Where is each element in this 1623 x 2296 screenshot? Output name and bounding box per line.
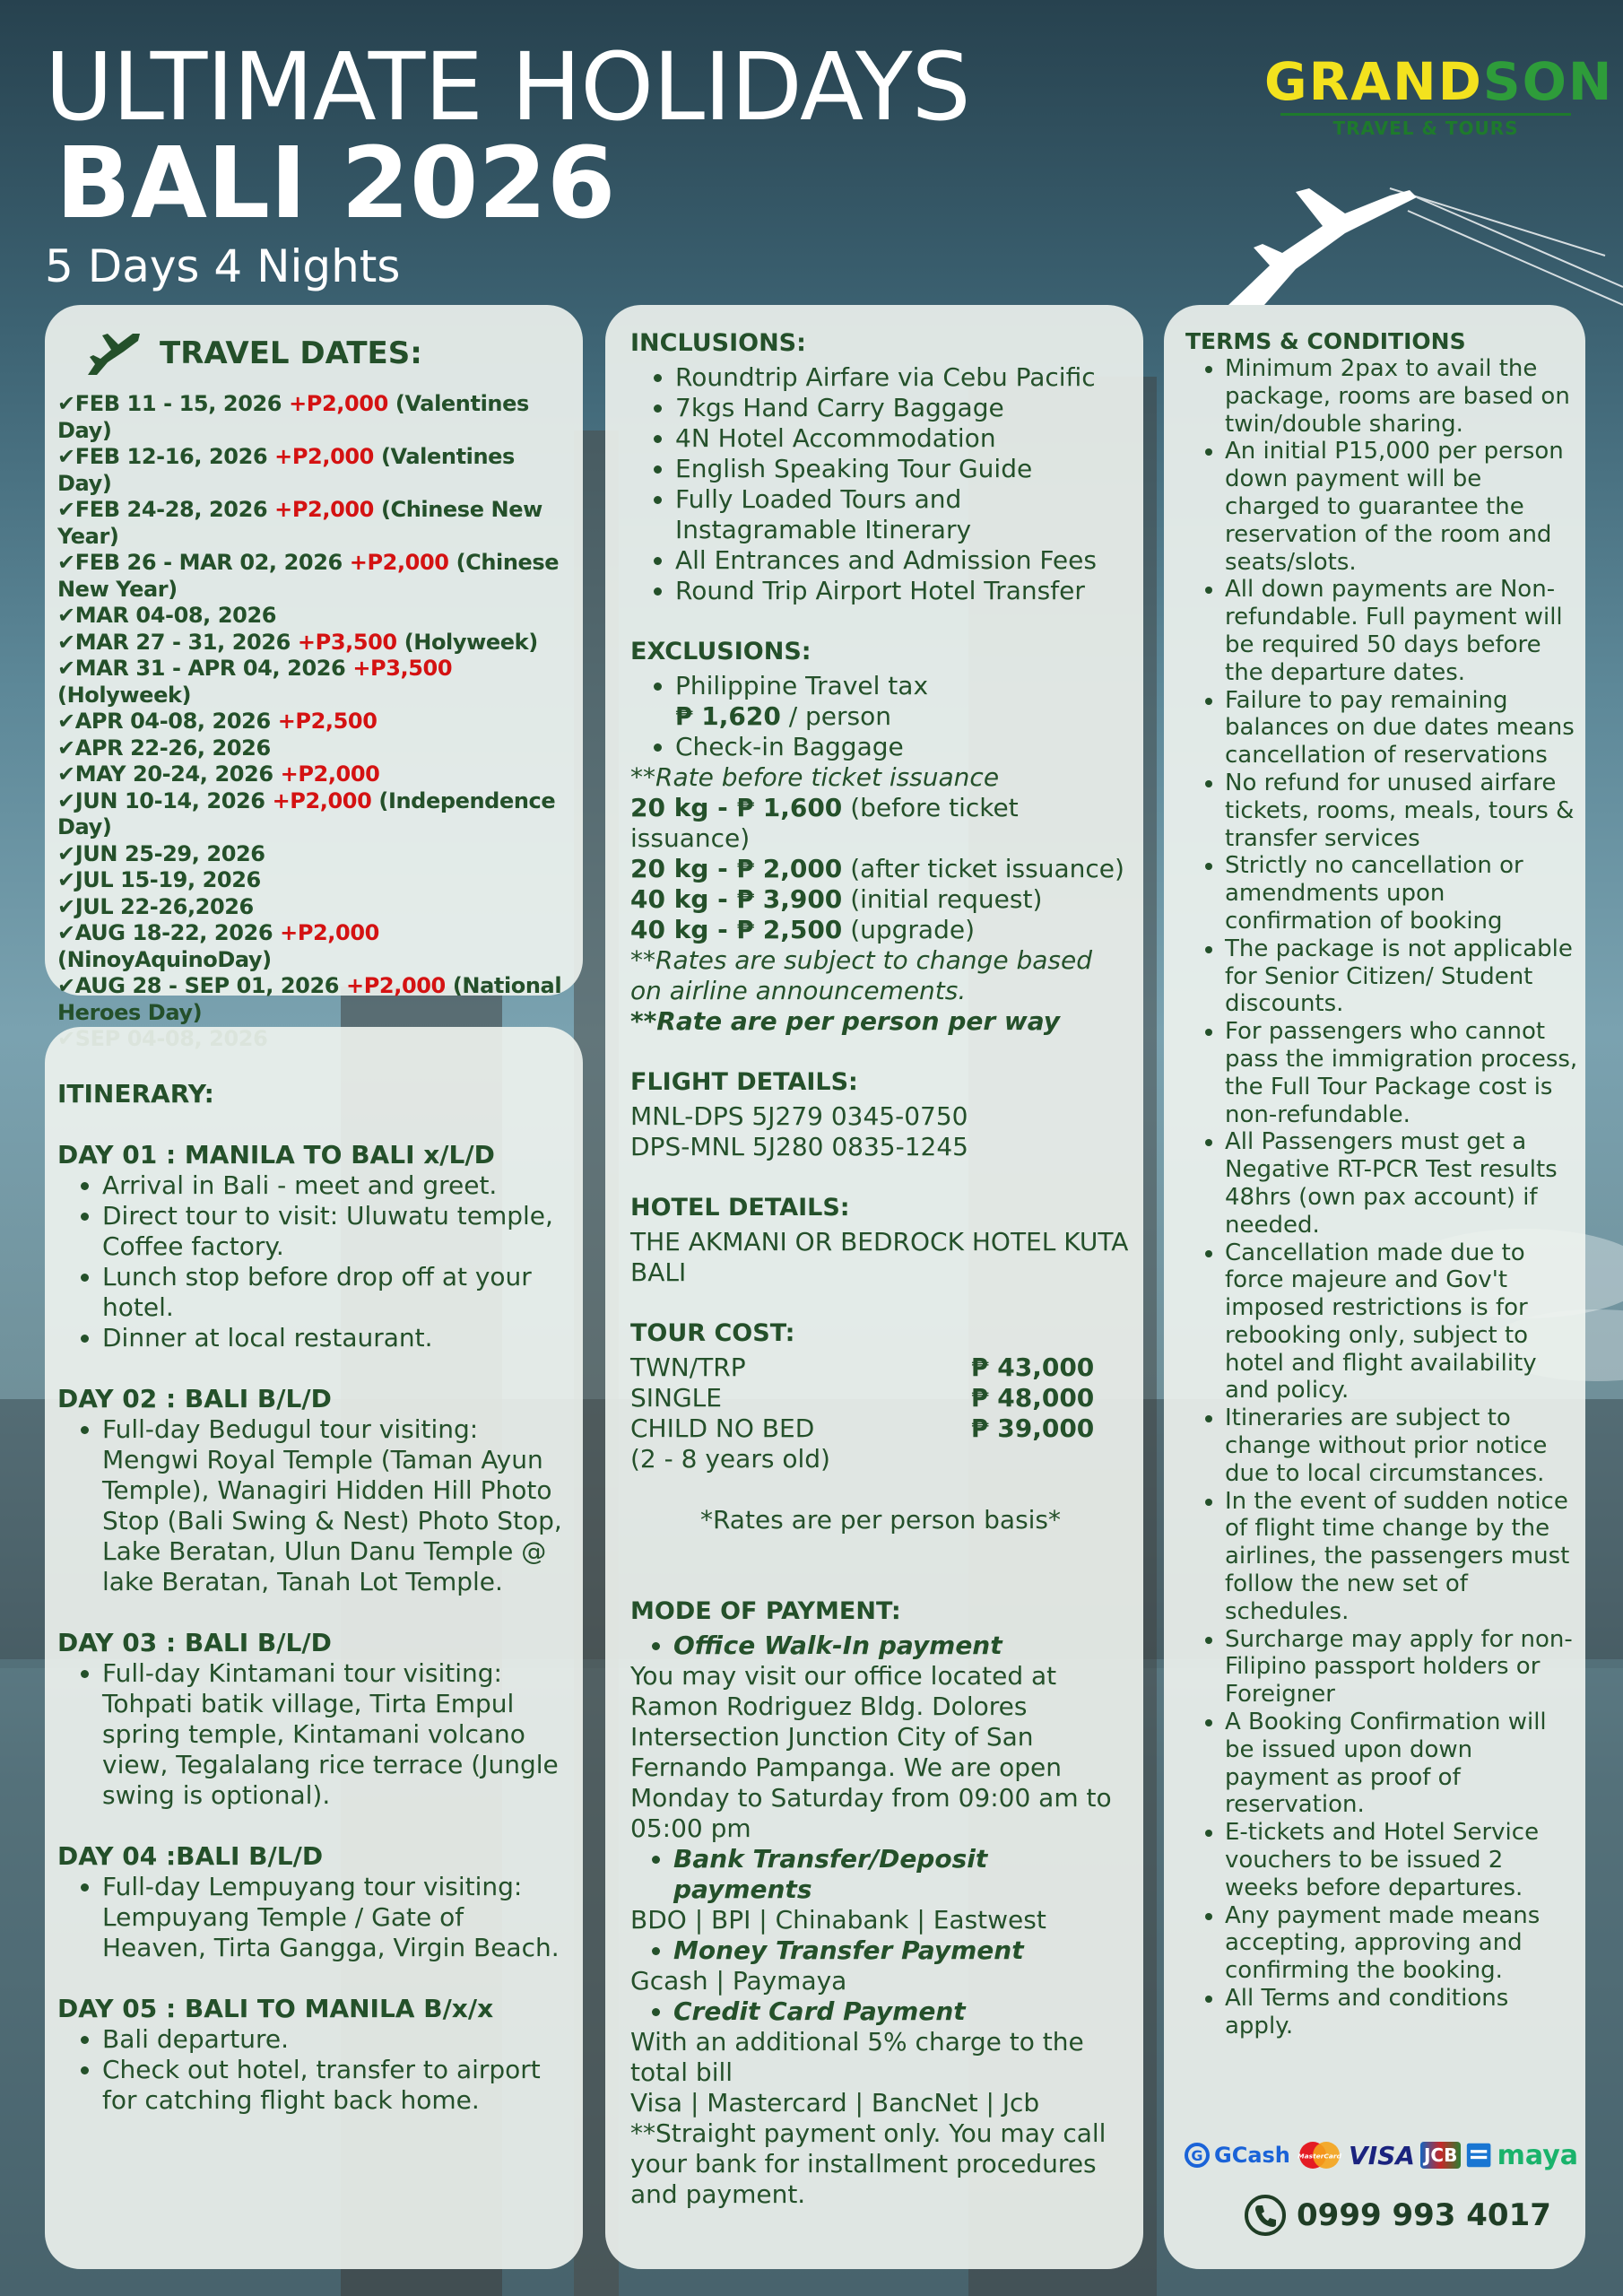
payment-card-text: With an additional 5% charge to the total bill: [630, 2027, 1084, 2087]
day-activity: • Full-day Kintamani tour visiting: Tohpati batik village, Tirta Empul spring temple, Kintamani volcano view, Tegalalang rice terrace (Jungle swing is optional).: [102, 1658, 570, 1811]
check-icon: ✔: [57, 550, 75, 575]
check-icon: ✔: [57, 735, 75, 761]
term-item: • E-tickets and Hotel Service vouchers to be issued 2 weeks before departures.: [1225, 1819, 1578, 1901]
travel-date: FEB 11 - 15, 2026: [74, 391, 282, 416]
check-icon: ✔: [57, 761, 75, 787]
tax-label: Philippine Travel tax: [675, 671, 929, 700]
inclusions-heading: INCLUSIONS:: [630, 329, 806, 357]
date-holiday: (Holyweek): [404, 629, 538, 655]
term-item: • Itineraries are subject to change without prior notice due to local circumstances.: [1225, 1405, 1578, 1487]
payment-card-list: Visa | Mastercard | BancNet | Jcb: [630, 2088, 1040, 2118]
term-item: • A Booking Confirmation will be issued upon down payment as proof of reservation.: [1225, 1709, 1578, 1819]
travel-dates-heading: TRAVEL DATES:: [160, 335, 422, 371]
date-surcharge: +P2,000: [280, 920, 379, 945]
day-activity: • Arrival in Bali - meet and greet.: [102, 1170, 570, 1201]
date-surcharge: +P2,500: [277, 709, 378, 734]
term-item: • For passengers who cannot pass the immigration process, the Full Tour Package cost is non-refundable.: [1225, 1018, 1578, 1128]
gcash-logo: G GCash: [1184, 2142, 1290, 2169]
date-holiday: (Holyweek): [57, 682, 192, 708]
payment-walkin-text: You may visit our office located at Ramon Rodriguez Bldg. Dolores Intersection Junction City of San Fernando Pampanga. We are open Monday to Saturday from 09:00 am to 05:00 pm: [630, 1661, 1112, 1843]
day-activity: • Lunch stop before drop off at your hotel.: [102, 1262, 570, 1323]
travel-dates-panel: [45, 305, 583, 1025]
jcb-logo: JCB: [1420, 2142, 1461, 2169]
inclusion-item: • Roundtrip Airfare via Cebu Pacific: [675, 362, 1131, 393]
travel-date: APR 22-26, 2026: [74, 735, 271, 761]
itinerary-heading: ITINERARY:: [57, 1079, 214, 1109]
mastercard-icon: [1296, 2137, 1343, 2173]
travel-date: MAR 04-08, 2026: [74, 603, 277, 628]
cost-row: [630, 1352, 1131, 1383]
exclusion-item: [675, 671, 1131, 732]
date-surcharge: +P3,500: [297, 629, 397, 655]
check-icon: ✔: [57, 893, 75, 919]
travel-date: JUN 25-29, 2026: [74, 840, 265, 866]
tour-cost-table: [630, 1352, 1131, 1444]
travel-date: AUG 18-22, 2026: [74, 920, 273, 945]
exclusion-item: • Check-in Baggage: [675, 732, 1131, 762]
terms-list: [1185, 355, 1578, 2040]
check-icon: ✔: [57, 920, 75, 945]
contact-phone: [1243, 2193, 1551, 2238]
travel-date: MAR 27 - 31, 2026: [74, 629, 291, 655]
airplane-icon: [1211, 170, 1623, 323]
travel-date-row: [57, 630, 570, 657]
cost-price: ₱ 48,000: [971, 1383, 1095, 1413]
logo-name-part2: SON: [1482, 51, 1614, 112]
phone-icon: [1243, 2193, 1288, 2238]
check-icon: ✔: [57, 709, 75, 734]
phone-number: 0999 993 4017: [1297, 2197, 1551, 2233]
travel-date-row: [57, 497, 570, 550]
payment-card-note: **Straight payment only. You may call your bank for installment procedures and payment.: [630, 2118, 1107, 2209]
date-holiday: (Chinese New Year): [57, 550, 560, 602]
mastercard-label: MasterCard: [1298, 2152, 1341, 2161]
day-activities: [57, 1658, 570, 1811]
baggage-desc: (upgrade): [842, 915, 976, 944]
term-item: • Minimum 2pax to avail the package, rooms are based on twin/double sharing.: [1225, 355, 1578, 438]
baggage-weight-price: 20 kg - ₱ 2,000: [630, 854, 843, 883]
day-activity: • Full-day Bedugul tour visiting: Mengwi Royal Temple (Taman Ayun Temple), Wanagiri Hidden Hill Photo Stop (Bali Swing & Nest) Photo Stop, Lake Beratan, Ulun Danu Temple @ lake Beratan, Tanah Lot Temple.: [102, 1414, 570, 1597]
tax-amount: ₱ 1,620: [675, 701, 781, 731]
day-title: DAY 04 :BALI B/L/D: [57, 1841, 324, 1871]
logo-tagline: TRAVEL & TOURS: [1280, 113, 1571, 139]
cost-price: ₱ 43,000: [971, 1352, 1095, 1382]
gcash-icon: [1184, 2142, 1211, 2169]
payment-bank-title: • Bank Transfer/Deposit payments: [673, 1844, 1131, 1905]
term-item: • Cancellation made due to force majeure and Gov't imposed restrictions is for rebooking only, subject to hotel and flight availability and policy.: [1225, 1239, 1578, 1405]
term-item: • No refund for unused airfare tickets, rooms, meals, tours & transfer services: [1225, 770, 1578, 852]
cost-price: ₱ 39,000: [971, 1413, 1095, 1443]
payment-money-title: • Money Transfer Payment: [673, 1935, 1131, 1966]
travel-date-row: [57, 603, 570, 630]
check-icon: ✔: [57, 391, 75, 416]
baggage-desc: (initial request): [842, 884, 1043, 914]
term-item: • All down payments are Non-refundable. Full payment will be required 50 days before the departure dates.: [1225, 576, 1578, 686]
rate-before-note: **Rate before ticket issuance: [630, 762, 1000, 792]
payment-heading: MODE OF PAYMENT:: [630, 1597, 901, 1625]
tour-cost-heading: TOUR COST:: [630, 1319, 795, 1347]
cost-label: TWN/TRP: [630, 1352, 746, 1382]
travel-date-row: [57, 841, 570, 868]
date-surcharge: +P2,000: [274, 497, 374, 522]
date-holiday: (Independence Day): [57, 787, 556, 839]
day-activities: [57, 2024, 570, 2116]
travel-date-row: [57, 444, 570, 497]
travel-date-row: [57, 735, 570, 762]
travel-date: APR 04-08, 2026: [74, 709, 271, 734]
baggage-rate: [630, 915, 1131, 945]
rate-per-note: **Rate are per person per way: [630, 1006, 1061, 1036]
payment-logos: [1184, 2137, 1578, 2173]
day-activity: • Direct tour to visit: Uluwatu temple, Coffee factory.: [102, 1201, 570, 1262]
travel-date-row: [57, 761, 570, 788]
date-holiday: (Chinese New Year): [57, 497, 542, 549]
hotel-name: THE AKMANI OR BEDROCK HOTEL KUTA BALI: [630, 1227, 1129, 1287]
date-surcharge: +P3,500: [352, 656, 453, 681]
date-surcharge: +P2,000: [280, 761, 380, 787]
term-item: • Surcharge may apply for non-Filipino passport holders or Foreigner: [1225, 1626, 1578, 1709]
day-title: DAY 03 : BALI B/L/D: [57, 1628, 332, 1657]
inclusion-item: • All Entrances and Admission Fees: [675, 545, 1131, 576]
baggage-rate: [630, 793, 1131, 854]
term-item: • An initial P15,000 per person down payment will be charged to guarantee the reservation of the room and seats/slots.: [1225, 438, 1578, 576]
travel-dates-header: [84, 328, 570, 378]
date-surcharge: +P2,000: [274, 444, 374, 469]
itinerary-days: [57, 1140, 570, 2116]
plane-icon: [84, 328, 143, 378]
flight-heading: FLIGHT DETAILS:: [630, 1068, 858, 1096]
check-icon: ✔: [57, 629, 75, 655]
tax-unit: / person: [780, 701, 892, 731]
date-holiday: (Valentines Day): [57, 391, 529, 443]
check-icon: ✔: [57, 867, 75, 892]
travel-date-row: [57, 656, 570, 709]
subtitle: 5 Days 4 Nights: [45, 240, 401, 292]
flight-line: DPS-MNL 5J280 0835-1245: [630, 1132, 968, 1161]
travel-date-row: [57, 788, 570, 841]
check-icon: ✔: [57, 497, 75, 522]
term-item: • The package is not applicable for Senior Citizen/ Student discounts.: [1225, 935, 1578, 1018]
date-holiday: (National Heroes Day): [57, 973, 562, 1025]
logo-name-part1: GRAND: [1264, 51, 1483, 112]
day-activity: • Dinner at local restaurant.: [102, 1323, 570, 1353]
date-holiday: (Valentines Day): [57, 444, 515, 496]
terms-heading: TERMS & CONDITIONS: [1185, 328, 1466, 354]
term-item: • Strictly no cancellation or amendments upon confirmation of booking: [1225, 852, 1578, 935]
title-line-2: BALI 2026: [56, 126, 616, 240]
terms-panel: [1164, 305, 1585, 2269]
travel-date-row: [57, 973, 570, 1026]
date-surcharge: +P2,000: [349, 550, 449, 575]
payment-walkin-title: • Office Walk-In payment: [673, 1631, 1131, 1661]
term-item: • Any payment made means accepting, approving and confirming the booking.: [1225, 1902, 1578, 1985]
baggage-rates: [630, 793, 1131, 945]
date-surcharge: +P2,000: [272, 787, 372, 813]
cost-row: [630, 1383, 1131, 1413]
baggage-rate: [630, 854, 1131, 884]
visa-logo: VISA: [1349, 2140, 1415, 2170]
day-activities: [57, 1872, 570, 1963]
inclusion-item: • English Speaking Tour Guide: [675, 454, 1131, 484]
baggage-weight-price: 40 kg - ₱ 2,500: [630, 915, 843, 944]
check-icon: ✔: [57, 787, 75, 813]
svg-text:G: G: [1191, 2147, 1203, 2164]
term-item: • Failure to pay remaining balances on due dates means cancellation of reservations: [1225, 687, 1578, 770]
check-icon: ✔: [57, 603, 75, 628]
baggage-desc: (before ticket issuance): [630, 793, 1019, 853]
grandson-logo: [1264, 51, 1614, 139]
travel-date: FEB 24-28, 2026: [74, 497, 268, 522]
itinerary-panel: [45, 1027, 583, 2269]
travel-date-row: [57, 391, 570, 444]
travel-date-row: [57, 867, 570, 894]
payment-money-text: Gcash | Paymaya: [630, 1966, 847, 1996]
day-activity: • Bali departure.: [102, 2024, 570, 2055]
exclusions-list: [630, 671, 1131, 762]
exclusions-heading: EXCLUSIONS:: [630, 638, 812, 665]
date-surcharge: +P2,000: [346, 973, 446, 998]
rate-basis-note: *Rates are per person basis*: [699, 1505, 1062, 1535]
check-icon: ✔: [57, 840, 75, 866]
baggage-weight-price: 40 kg - ₱ 3,900: [630, 884, 843, 914]
cost-label: SINGLE: [630, 1383, 722, 1413]
inclusion-item: • 4N Hotel Accommodation: [675, 423, 1131, 454]
day-title: DAY 02 : BALI B/L/D: [57, 1384, 332, 1413]
travel-date-row: [57, 709, 570, 735]
inclusion-item: • Fully Loaded Tours and Instagramable Itinerary: [675, 484, 1131, 545]
cost-row: [630, 1413, 1131, 1444]
inclusion-item: • Round Trip Airport Hotel Transfer: [675, 576, 1131, 606]
day-activity: • Check out hotel, transfer to airport for catching flight back home.: [102, 2055, 570, 2116]
term-item: • In the event of sudden notice of flight time change by the airlines, the passengers must follow the new set of schedules.: [1225, 1488, 1578, 1626]
travel-date: JUN 10-14, 2026: [74, 787, 265, 813]
child-age-note: (2 - 8 years old): [630, 1444, 830, 1474]
hotel-heading: HOTEL DETAILS:: [630, 1194, 850, 1222]
travel-date: FEB 12-16, 2026: [74, 444, 268, 469]
travel-date: MAR 31 - APR 04, 2026: [74, 656, 346, 681]
day-title: DAY 05 : BALI TO MANILA B/x/x: [57, 1994, 494, 2023]
date-surcharge: +P2,000: [289, 391, 388, 416]
date-holiday: (NinoyAquinoDay): [57, 946, 272, 972]
travel-date-row: [57, 550, 570, 603]
travel-date-row: [57, 894, 570, 921]
check-icon: ✔: [57, 444, 75, 469]
travel-date: MAY 20-24, 2026: [74, 761, 273, 787]
travel-date: JUL 22-26,2026: [74, 893, 254, 919]
cost-label: CHILD NO BED: [630, 1413, 815, 1443]
term-item: • All Passengers must get a Negative RT-PCR Test results 48hrs (own pax account) if needed.: [1225, 1128, 1578, 1239]
travel-date: AUG 28 - SEP 01, 2026: [74, 973, 340, 998]
flight-line: MNL-DPS 5J279 0345-0750: [630, 1101, 968, 1131]
check-icon: ✔: [57, 656, 75, 681]
payment-card-title: • Credit Card Payment: [673, 1996, 1131, 2027]
baggage-desc: (after ticket issuance): [842, 854, 1124, 883]
rate-change-note: **Rates are subject to change based on airline announcements.: [630, 945, 1092, 1005]
travel-date: JUL 15-19, 2026: [74, 867, 261, 892]
day-activities: [57, 1414, 570, 1597]
details-panel: [605, 305, 1143, 2269]
travel-dates-list: [57, 391, 570, 1053]
day-activities: [57, 1170, 570, 1353]
baggage-rate: [630, 884, 1131, 915]
payment-bank-text: BDO | BPI | Chinabank | Eastwest: [630, 1905, 1046, 1935]
day-activity: • Full-day Lempuyang tour visiting: Lempuyang Temple / Gate of Heaven, Tirta Gangga, Virgin Beach.: [102, 1872, 570, 1963]
baggage-weight-price: 20 kg - ₱ 1,600: [630, 793, 843, 822]
check-icon: ✔: [57, 973, 75, 998]
day-title: DAY 01 : MANILA TO BALI x/L/D: [57, 1140, 495, 1170]
title-line-1: ULTIMATE HOLIDAYS: [45, 32, 970, 142]
travel-date: FEB 26 - MAR 02, 2026: [74, 550, 343, 575]
term-item: • All Terms and conditions apply.: [1225, 1985, 1578, 2040]
bancnet-icon: [1466, 2140, 1491, 2170]
inclusion-item: • 7kgs Hand Carry Baggage: [675, 393, 1131, 423]
travel-date-row: [57, 920, 570, 973]
maya-logo: maya: [1497, 2139, 1578, 2171]
inclusions-list: [630, 362, 1131, 606]
